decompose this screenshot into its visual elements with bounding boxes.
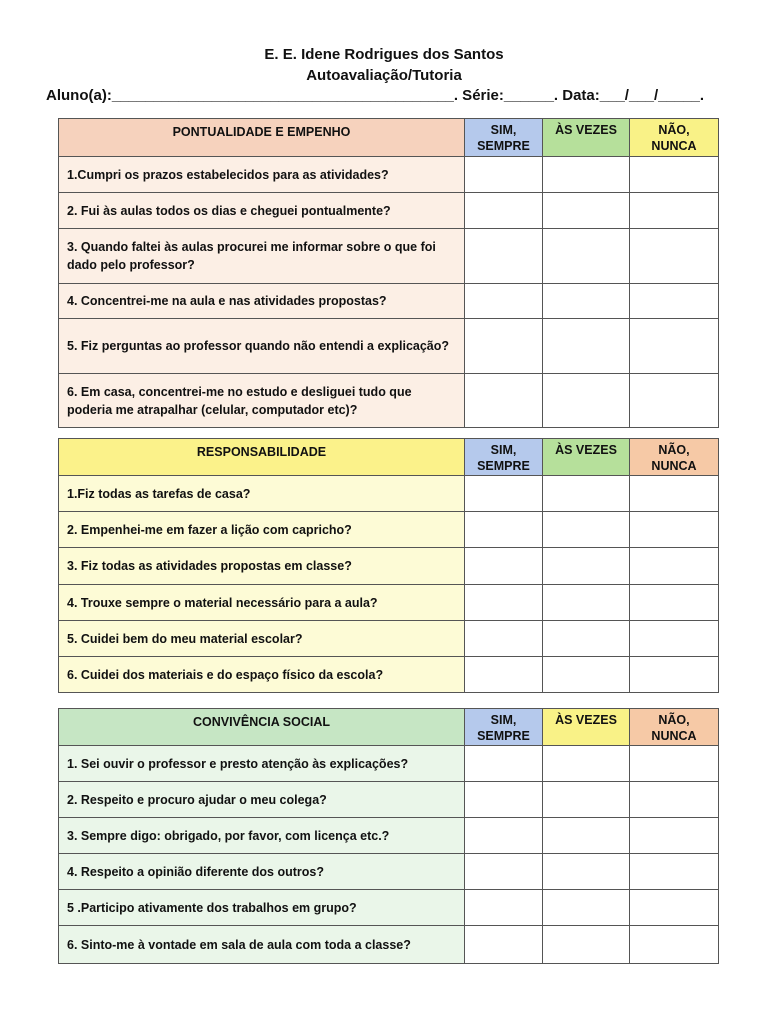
answer-cell-sim[interactable]: [465, 585, 543, 621]
section-title: PONTUALIDADE E EMPENHO: [59, 119, 465, 157]
answer-cell-nao[interactable]: [630, 374, 719, 428]
answer-cell-as-vezes[interactable]: [543, 890, 630, 926]
form-subtitle: Autoavaliação/Tutoria: [306, 67, 462, 84]
question-text: 5. Fiz perguntas ao professor quando não entendi a explicação?: [59, 319, 465, 374]
table-pontualidade: [58, 118, 719, 428]
answer-cell-nao[interactable]: [630, 157, 719, 193]
answer-cell-sim[interactable]: [465, 548, 543, 585]
answer-cell-nao[interactable]: [630, 854, 719, 890]
school-name: E. E. Idene Rodrigues dos Santos: [264, 46, 504, 63]
question-text: 6. Sinto-me à vontade em sala de aula com toda a classe?: [59, 926, 465, 964]
answer-cell-as-vezes[interactable]: [543, 548, 630, 585]
section-title: CONVIVÊNCIA SOCIAL: [59, 709, 465, 746]
answer-cell-nao[interactable]: [630, 193, 719, 229]
answer-cell-nao[interactable]: [630, 890, 719, 926]
answer-cell-nao[interactable]: [630, 585, 719, 621]
answer-cell-sim[interactable]: [465, 229, 543, 284]
question-text: 1.Fiz todas as tarefas de casa?: [59, 476, 465, 512]
answer-cell-nao[interactable]: [630, 284, 719, 319]
table-convivencia: [58, 708, 719, 964]
answer-cell-as-vezes[interactable]: [543, 319, 630, 374]
answer-cell-nao[interactable]: [630, 476, 719, 512]
answer-cell-nao[interactable]: [630, 512, 719, 548]
question-text: 2. Empenhei-me em fazer a lição com capricho?: [59, 512, 465, 548]
answer-cell-sim[interactable]: [465, 512, 543, 548]
option-header-sim: SIM, SEMPRE: [465, 119, 543, 157]
answer-cell-sim[interactable]: [465, 890, 543, 926]
answer-cell-as-vezes[interactable]: [543, 229, 630, 284]
option-header-nao: NÃO, NUNCA: [630, 709, 719, 746]
answer-cell-sim[interactable]: [465, 284, 543, 319]
answer-cell-as-vezes[interactable]: [543, 782, 630, 818]
answer-cell-nao[interactable]: [630, 782, 719, 818]
question-text: 1.Cumpri os prazos estabelecidos para as atividades?: [59, 157, 465, 193]
question-text: 2. Respeito e procuro ajudar o meu colega?: [59, 782, 465, 818]
answer-cell-as-vezes[interactable]: [543, 818, 630, 854]
answer-cell-sim[interactable]: [465, 476, 543, 512]
answer-cell-as-vezes[interactable]: [543, 621, 630, 657]
answer-cell-as-vezes[interactable]: [543, 476, 630, 512]
answer-cell-sim[interactable]: [465, 782, 543, 818]
document-header: [0, 44, 768, 86]
question-text: 1. Sei ouvir o professor e presto atenção às explicações?: [59, 746, 465, 782]
answer-cell-sim[interactable]: [465, 157, 543, 193]
question-text: 4. Respeito a opinião diferente dos outros?: [59, 854, 465, 890]
answer-cell-sim[interactable]: [465, 657, 543, 693]
answer-cell-as-vezes[interactable]: [543, 585, 630, 621]
question-text: 4. Trouxe sempre o material necessário para a aula?: [59, 585, 465, 621]
answer-cell-sim[interactable]: [465, 374, 543, 428]
question-text: 5 .Participo ativamente dos trabalhos em grupo?: [59, 890, 465, 926]
option-header-nao: NÃO, NUNCA: [630, 439, 719, 476]
answer-cell-as-vezes[interactable]: [543, 926, 630, 964]
option-header-sim: SIM, SEMPRE: [465, 709, 543, 746]
answer-cell-nao[interactable]: [630, 746, 719, 782]
answer-cell-sim[interactable]: [465, 818, 543, 854]
question-text: 5. Cuidei bem do meu material escolar?: [59, 621, 465, 657]
option-header-nao: NÃO, NUNCA: [630, 119, 719, 157]
answer-cell-sim[interactable]: [465, 193, 543, 229]
answer-cell-nao[interactable]: [630, 548, 719, 585]
answer-cell-nao[interactable]: [630, 926, 719, 964]
answer-cell-sim[interactable]: [465, 319, 543, 374]
answer-cell-as-vezes[interactable]: [543, 512, 630, 548]
option-header-as-vezes: ÀS VEZES: [543, 439, 630, 476]
option-header-sim: SIM, SEMPRE: [465, 439, 543, 476]
answer-cell-sim[interactable]: [465, 746, 543, 782]
section-title: RESPONSABILIDADE: [59, 439, 465, 476]
table-responsabilidade: [58, 438, 719, 693]
answer-cell-nao[interactable]: [630, 621, 719, 657]
answer-cell-as-vezes[interactable]: [543, 284, 630, 319]
student-info-line[interactable]: Aluno(a):_________________________________________. Série:______. Data:___/___/_____.: [46, 87, 705, 104]
answer-cell-sim[interactable]: [465, 621, 543, 657]
question-text: 4. Concentrei-me na aula e nas atividades propostas?: [59, 284, 465, 319]
question-text: 3. Sempre digo: obrigado, por favor, com licença etc.?: [59, 818, 465, 854]
answer-cell-sim[interactable]: [465, 854, 543, 890]
answer-cell-as-vezes[interactable]: [543, 374, 630, 428]
answer-cell-as-vezes[interactable]: [543, 657, 630, 693]
answer-cell-nao[interactable]: [630, 818, 719, 854]
answer-cell-as-vezes[interactable]: [543, 746, 630, 782]
answer-cell-as-vezes[interactable]: [543, 193, 630, 229]
option-header-as-vezes: ÀS VEZES: [543, 709, 630, 746]
question-text: 6. Em casa, concentrei-me no estudo e desliguei tudo que poderia me atrapalhar (celular, computador etc)?: [59, 374, 465, 428]
question-text: 2. Fui às aulas todos os dias e cheguei pontualmente?: [59, 193, 465, 229]
question-text: 3. Quando faltei às aulas procurei me informar sobre o que foi dado pelo professor?: [59, 229, 465, 284]
answer-cell-nao[interactable]: [630, 229, 719, 284]
answer-cell-as-vezes[interactable]: [543, 157, 630, 193]
question-text: 6. Cuidei dos materiais e do espaço físico da escola?: [59, 657, 465, 693]
answer-cell-nao[interactable]: [630, 657, 719, 693]
answer-cell-sim[interactable]: [465, 926, 543, 964]
answer-cell-nao[interactable]: [630, 319, 719, 374]
question-text: 3. Fiz todas as atividades propostas em classe?: [59, 548, 465, 585]
option-header-as-vezes: ÀS VEZES: [543, 119, 630, 157]
answer-cell-as-vezes[interactable]: [543, 854, 630, 890]
